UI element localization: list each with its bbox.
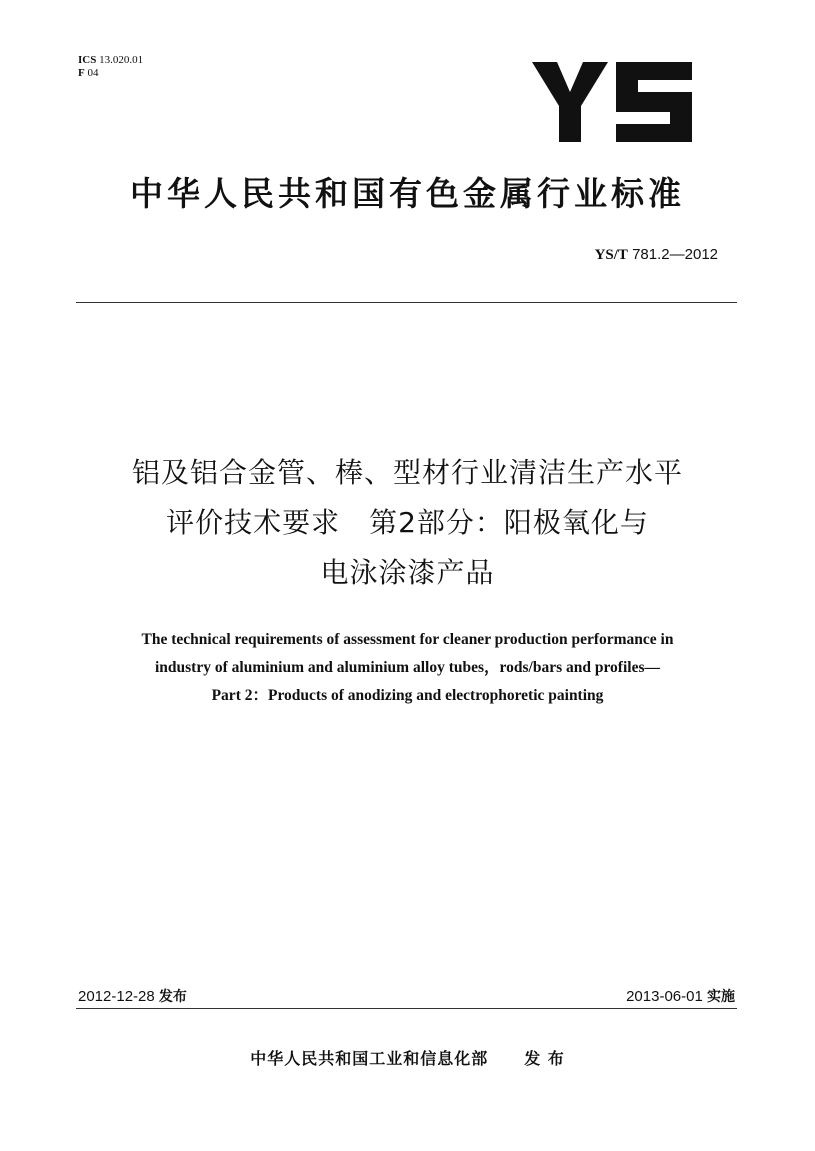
ics-code: 13.020.01 (99, 54, 144, 66)
standard-code: 781.2—2012 (632, 246, 718, 263)
publish-word: 发 布 (524, 1049, 565, 1068)
implement-date (626, 986, 735, 1006)
ys-logo (532, 62, 694, 142)
publisher-line (0, 1046, 815, 1069)
ccs-label: F (78, 67, 85, 79)
ics-line (78, 54, 143, 67)
chinese-title-line-2: 评价技术要求 第2部分：阳极氧化与 (166, 506, 649, 539)
ccs-line (78, 67, 143, 80)
ccs-code: 04 (87, 67, 99, 79)
publisher-name: 中华人民共和国工业和信息化部 (250, 1049, 489, 1068)
chinese-title (0, 448, 815, 598)
ics-label: ICS (78, 54, 97, 66)
footer-divider (76, 1008, 737, 1009)
classification-codes (78, 54, 143, 80)
implement-word: 实施 (707, 989, 735, 1005)
standard-prefix: YS/T (594, 247, 628, 263)
implement-date-value: 2013-06-01 (626, 988, 703, 1005)
standard-number (595, 246, 718, 264)
issue-date (78, 986, 187, 1006)
english-title-line-1: The technical requirements of assessment for cleaner production performance in (141, 631, 674, 648)
issue-date-value: 2012-12-28 (78, 988, 155, 1005)
chinese-title-line-1: 铝及铝合金管、棒、型材行业清洁生产水平 (131, 456, 683, 489)
org-title: 中华人民共和国有色金属行业标准 (130, 174, 685, 213)
header-divider (76, 302, 737, 303)
chinese-title-line-3: 电泳涂漆产品 (320, 556, 495, 589)
english-title-line-3: Part 2：Products of anodizing and electrophoretic painting (211, 687, 604, 704)
issue-word: 发布 (158, 989, 187, 1005)
english-title-line-2: industry of aluminium and aluminium alloy tubes，rods/bars and profiles— (154, 659, 660, 676)
english-title (0, 626, 815, 710)
